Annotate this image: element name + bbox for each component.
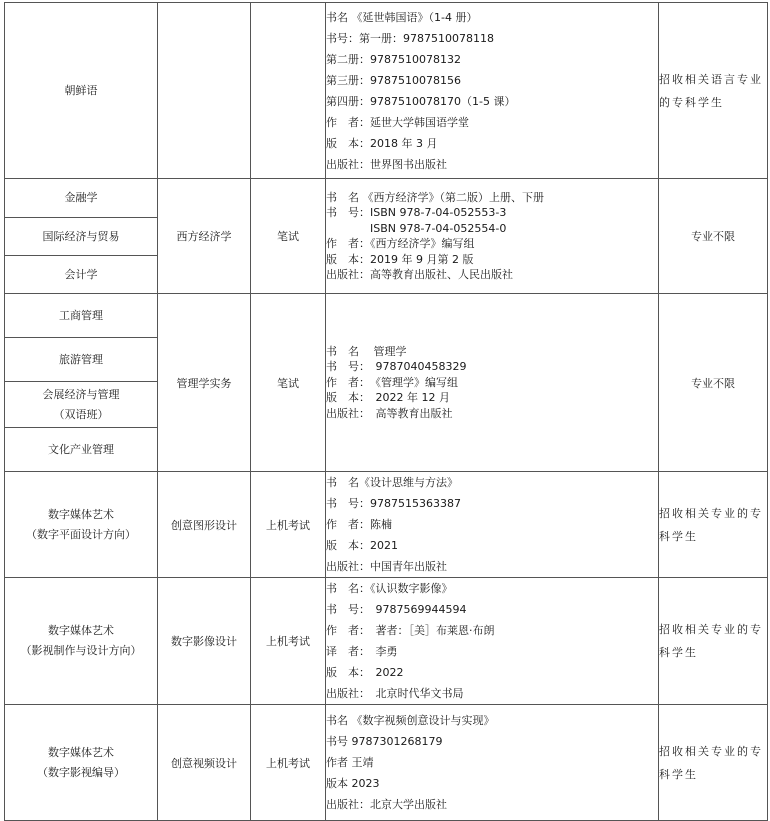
book-line: 第三册：9787510078156	[326, 73, 461, 87]
book-line: 书 名 管理学	[326, 344, 407, 358]
textbook-cell	[326, 3, 659, 179]
book-line: 书 号：ISBN 978-7-04-052553-3	[326, 206, 507, 219]
textbook-cell	[326, 578, 659, 705]
book-line: 译 者： 李勇	[326, 645, 398, 658]
table-row	[5, 705, 768, 821]
book-line: 版 本： 2022 年 12 月	[326, 391, 450, 405]
major-cell	[5, 256, 158, 294]
book-line: 版 本：2018 年 3 月	[326, 136, 438, 150]
requirement-cell	[659, 3, 768, 179]
requirement-text: 招收相关专业的专科学生	[659, 506, 763, 543]
textbook-cell	[326, 179, 659, 294]
book-line: 书名 《延世韩国语》（1-4 册）	[326, 10, 478, 24]
book-line: 出版社： 高等教育出版社	[326, 406, 453, 420]
book-line: 作 者：陈楠	[326, 518, 392, 531]
major-cell	[5, 705, 158, 821]
exam-info-table	[4, 2, 768, 821]
book-line: 出版社： 北京时代华文书局	[326, 687, 464, 700]
book-line: 书号：第一册：9787510078118	[326, 31, 494, 45]
table-row	[5, 294, 768, 338]
subject-cell: 创意视频设计	[158, 705, 251, 821]
book-line: 出版社：高等教育出版社、人民出版社	[326, 268, 513, 281]
major-name: 文化产业管理	[48, 442, 114, 456]
major-cell	[5, 294, 158, 338]
major-direction: （数字平面设计方向）	[26, 527, 136, 541]
book-line: 书名 《数字视频创意设计与实现》	[326, 714, 495, 727]
major-cell	[5, 578, 158, 705]
exam-type-cell: 上机考试	[251, 472, 326, 578]
major-cell	[5, 3, 158, 179]
book-line: 作 者：延世大学韩国语学堂	[326, 115, 469, 129]
book-line: 版 本：2019 年 9 月第 2 版	[326, 252, 474, 266]
major-direction: （影视制作与设计方向）	[20, 644, 142, 657]
major-name: 数字媒体艺术	[48, 624, 114, 637]
book-line: 出版社：北京大学出版社	[326, 798, 447, 811]
subject-cell: 数字影像设计	[158, 578, 251, 705]
table-row	[5, 179, 768, 218]
requirement-cell	[659, 578, 768, 705]
major-cell	[5, 338, 158, 382]
major-name: 数字媒体艺术	[48, 507, 114, 521]
book-line: 版 本： 2022	[326, 666, 404, 679]
requirement-cell: 专业不限	[659, 294, 768, 472]
exam-type-cell: 笔试	[251, 179, 326, 294]
requirement-cell	[659, 472, 768, 578]
exam-type-cell: 笔试	[251, 294, 326, 472]
exam-type-cell	[251, 3, 326, 179]
book-line: 书 名《设计思维与方法》	[326, 476, 458, 489]
book-line: 作者 王靖	[326, 756, 374, 769]
book-line: 第四册：9787510078170（1-5 课）	[326, 94, 516, 108]
book-line: 版 本：2021	[326, 539, 398, 552]
major-cell	[5, 218, 158, 256]
major-cell	[5, 382, 158, 428]
book-line: 书 号： 9787569944594	[326, 603, 467, 616]
book-line: 书 号：9787515363387	[326, 497, 461, 510]
requirement-text: 招收相关专业的专科学生	[659, 623, 763, 659]
book-line: 书号 9787301268179	[326, 735, 443, 748]
book-line: 书 号： 9787040458329	[326, 360, 467, 374]
major-name: 国际经济与贸易	[42, 229, 120, 243]
book-line: 作 者：《西方经济学》编写组	[326, 237, 475, 250]
book-line: 版本 2023	[326, 777, 380, 790]
requirement-cell	[659, 705, 768, 821]
exam-type-cell: 上机考试	[251, 578, 326, 705]
book-line: 第二册：9787510078132	[326, 52, 461, 66]
major-cell	[5, 179, 158, 218]
exam-type-cell: 上机考试	[251, 705, 326, 821]
major-name: 数字媒体艺术	[48, 745, 114, 759]
textbook-cell	[326, 472, 659, 578]
subject-cell: 创意图形设计	[158, 472, 251, 578]
subject-cell: 管理学实务	[158, 294, 251, 472]
book-line: 作 者： 著者：［美］布莱恩·布朗	[326, 624, 495, 637]
major-name: 朝鲜语	[64, 83, 98, 97]
major-name: 金融学	[64, 191, 98, 204]
book-line: 出版社：中国青年出版社	[326, 560, 447, 573]
book-line: 作 者： 《管理学》编写组	[326, 375, 458, 389]
table-row	[5, 578, 768, 705]
major-name: 工商管理	[59, 308, 103, 322]
book-line: 书 名：《认识数字影像》	[326, 582, 453, 595]
subject-cell	[158, 3, 251, 179]
major-cell	[5, 428, 158, 472]
book-line: ISBN 978-7-04-052554-0	[326, 221, 507, 235]
major-name: 会展经济与管理	[42, 387, 120, 401]
major-cell	[5, 472, 158, 578]
book-line: 出版社：世界图书出版社	[326, 157, 447, 171]
table-row	[5, 472, 768, 578]
major-direction: （数字影视编导）	[37, 765, 125, 779]
major-name: 会计学	[64, 267, 98, 281]
requirement-text: 招收相关语言专业的专科学生	[659, 72, 763, 109]
subject-cell: 西方经济学	[158, 179, 251, 294]
textbook-cell	[326, 294, 659, 472]
requirement-text: 招收相关专业的专科学生	[659, 744, 763, 781]
requirement-cell: 专业不限	[659, 179, 768, 294]
major-name: 旅游管理	[59, 352, 103, 366]
major-note: （双语班）	[53, 407, 109, 421]
table-row	[5, 3, 768, 179]
book-line: 书 名 《西方经济学》（第二版）上册、下册	[326, 190, 544, 204]
textbook-cell	[326, 705, 659, 821]
